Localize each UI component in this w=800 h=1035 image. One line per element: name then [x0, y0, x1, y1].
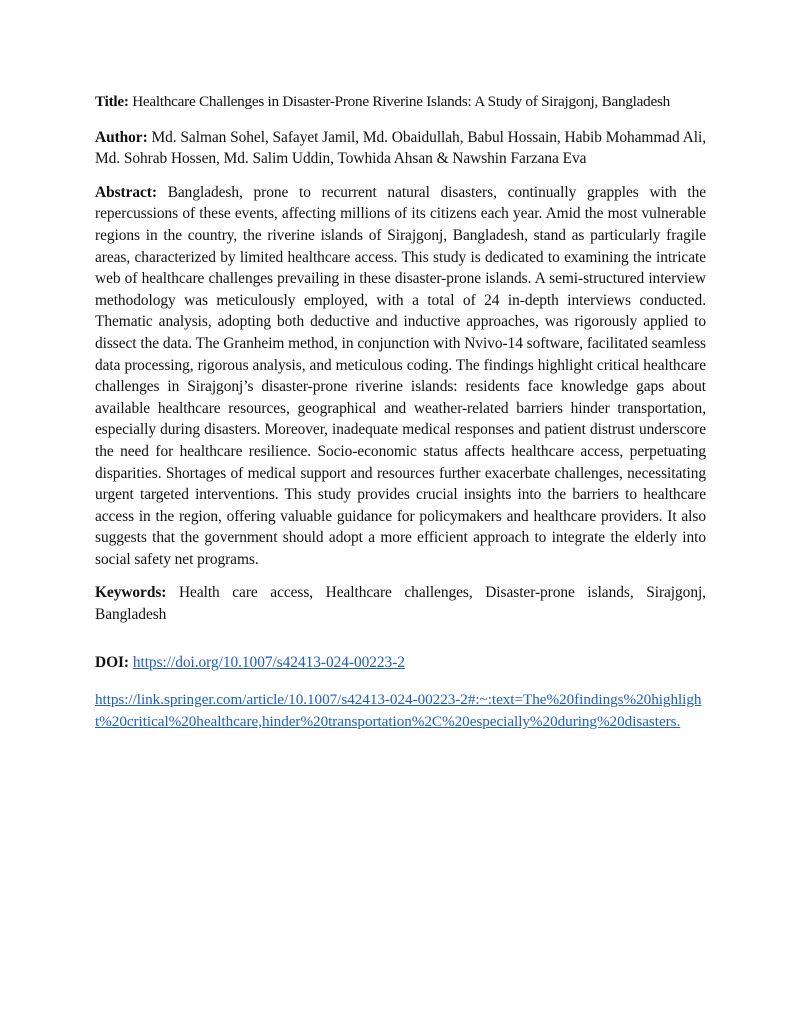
- paper-title: Healthcare Challenges in Disaster-Prone Riverine Islands: A Study of Sirajgonj, Bangladesh: [132, 93, 670, 110]
- abstract-paragraph: [95, 182, 706, 571]
- doi-link[interactable]: https://doi.org/10.1007/s42413-024-00223-2: [132, 653, 405, 671]
- document-page: [95, 91, 706, 744]
- author-paragraph: [95, 127, 706, 170]
- doi-paragraph: [95, 652, 706, 674]
- author-list: Md. Salman Sohel, Safayet Jamil, Md. Obaidullah, Babul Hossain, Habib Mohammad Ali, Md. Sohrab Hossen, Md. Salim Uddin, Towhida Ahsan & Nawshin Farzana Eva: [95, 128, 706, 168]
- source-link[interactable]: https://link.springer.com/article/10.1007/s42413-024-00223-2#:~:text=The%20findings%20highlight%20critical%20healthcare,hinder%20transportation%2C%20especially%20during%20disasters.: [95, 691, 702, 730]
- keywords-text: Health care access, Healthcare challenges, Disaster-prone islands, Sirajgonj, Bangladesh: [95, 584, 706, 624]
- title-label: Title:: [95, 93, 129, 110]
- keywords-paragraph: [95, 582, 706, 625]
- keywords-label: Keywords:: [95, 584, 167, 602]
- title-paragraph: [95, 91, 706, 113]
- doi-label: DOI:: [95, 653, 130, 671]
- abstract-label: Abstract:: [95, 183, 157, 201]
- author-label: Author:: [95, 128, 148, 146]
- abstract-text: Bangladesh, prone to recurrent natural disasters, continually grapples with the repercussions of these events, affecting millions of its citizens each year. Amid the most vulnerable regions in the country, the riverine islands of Sirajgonj, Bangladesh, stand as particularly fragile areas, characterized by limited healthcare access. This study is dedicated to examining the intricate web of healthcare challenges prevailing in these disaster-prone islands. A semi-structured interview methodology was meticulously employed, with a total of 24 in-depth interviews conducted. Thematic analysis, adopting both deductive and inductive approaches, was rigorously applied to dissect the data. The Granheim method, in conjunction with Nvivo-14 software, facilitated seamless data processing, rigorous analysis, and meticulous coding. The findings highlight critical healthcare challenges in Sirajgonj’s disaster-prone riverine islands: residents face knowledge gaps about available healthcare resources, geographical and weather-related barriers hinder transportation, especially during disasters. Moreover, inadequate medical responses and patient distrust underscore the need for healthcare resilience. Socio-economic status affects healthcare access, perpetuating disparities. Shortages of medical support and resources further exacerbate challenges, necessitating urgent targeted interventions. This study provides crucial insights into the barriers to healthcare access in the region, offering valuable guidance for policymakers and healthcare providers. It also suggests that the government should adopt a more efficient approach to integrate the elderly into social safety net programs.: [95, 183, 706, 568]
- source-link-paragraph: [95, 689, 706, 732]
